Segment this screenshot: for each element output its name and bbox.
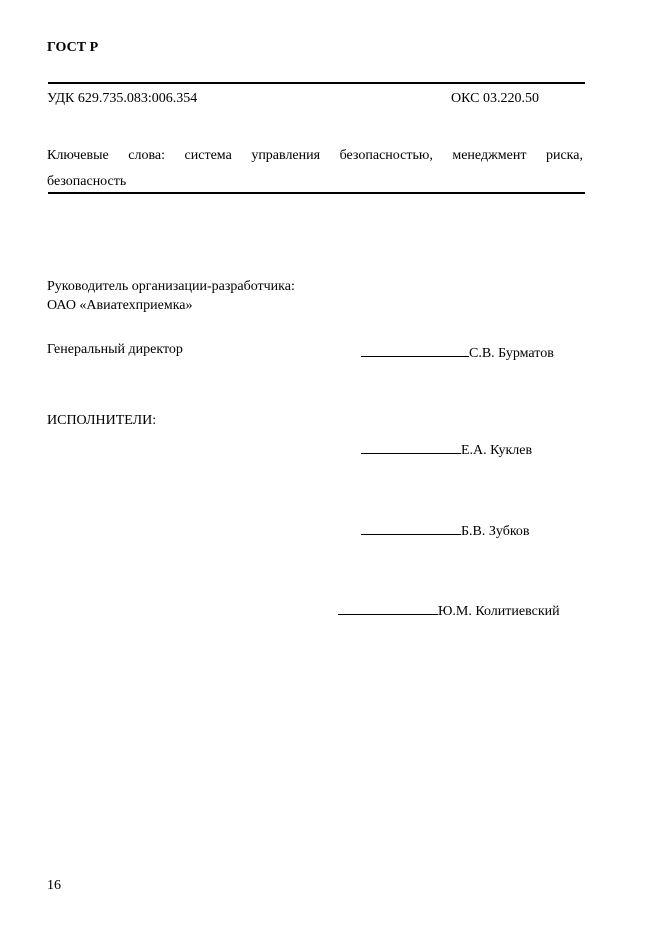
executor-signature-zubkov xyxy=(361,520,530,540)
director-signature xyxy=(361,342,554,362)
signature-line xyxy=(361,439,461,454)
keyword-word: менеджмент xyxy=(452,148,527,163)
keyword-word: управления xyxy=(251,148,321,163)
keyword-word: слова: xyxy=(128,148,166,163)
keywords-block xyxy=(47,143,583,195)
top-divider xyxy=(48,82,585,84)
executor-name: Б.В. Зубков xyxy=(461,524,530,539)
oks-code: ОКС 03.220.50 xyxy=(451,91,539,106)
signature-line xyxy=(361,342,469,357)
executor-name: Ю.М. Колитиевский xyxy=(438,604,560,619)
udc-code: УДК 629.735.083:006.354 xyxy=(47,91,198,106)
signature-line xyxy=(361,520,461,535)
keywords-line-2: безопасность xyxy=(47,174,127,189)
executor-signature-kolitievsky xyxy=(338,600,560,620)
executors-heading: ИСПОЛНИТЕЛИ: xyxy=(47,413,157,428)
signature-line xyxy=(338,600,438,615)
director-name: С.В. Бурматов xyxy=(469,346,554,361)
executor-name: Е.А. Куклев xyxy=(461,443,533,458)
keyword-word: безопасностью, xyxy=(339,148,433,163)
organization-head-label: Руководитель организации-разработчика: xyxy=(47,279,295,294)
director-position: Генеральный директор xyxy=(47,342,183,357)
organization-name: ОАО «Авиатехприемка» xyxy=(47,298,193,313)
executor-signature-kuklev xyxy=(361,439,532,459)
keyword-word: система xyxy=(184,148,232,163)
bottom-divider xyxy=(48,192,585,194)
keywords-line-1 xyxy=(47,143,583,169)
keyword-word: риска, xyxy=(545,148,583,163)
page-number: 16 xyxy=(47,878,61,893)
keyword-word: Ключевые xyxy=(47,148,109,163)
document-header-title: ГОСТ Р xyxy=(47,40,99,55)
